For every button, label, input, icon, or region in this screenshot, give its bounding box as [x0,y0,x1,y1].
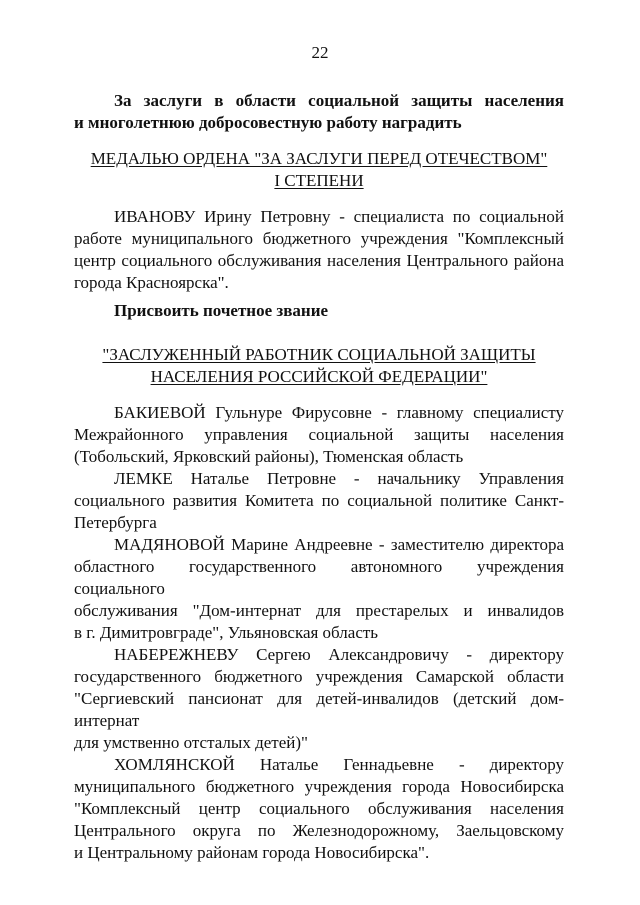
title-intro [74,300,564,322]
award-intro-line: и многолетнюю добросовестную работу наградить [74,113,462,132]
medal-title [74,148,564,192]
recipient-line: и Центральному районам города Новосибирска". [74,843,430,862]
medal-recipient [74,206,564,294]
honorary-title [74,344,564,388]
page-number: 22 [311,43,329,62]
medal-title-line: МЕДАЛЬЮ ОРДЕНА "ЗА ЗАСЛУГИ ПЕРЕД ОТЕЧЕСТВОМ" [90,149,548,168]
recipient-line: Межрайонного управления социальной защиты населения [74,425,564,444]
honorary-title-line: "ЗАСЛУЖЕННЫЙ РАБОТНИК СОЦИАЛЬНОЙ ЗАЩИТЫ [102,345,536,364]
recipient-entry [74,468,564,534]
medal-recipient-line: работе муниципального бюджетного учреждения "Комплексный [74,229,564,248]
recipient-line: МАДЯНОВОЙ Марине Андреевне - заместителю директора [114,535,564,554]
medal-title-line: I СТЕПЕНИ [274,171,364,190]
recipient-entry [74,754,564,864]
recipient-line: "Комплексный центр социального обслуживания населения [74,799,564,818]
recipient-line: НАБЕРЕЖНЕВУ Сергею Александровичу - директору [114,645,564,664]
recipient-line: (Тобольский, Ярковский районы), Тюменская область [74,447,464,466]
recipient-entry [74,644,564,754]
recipient-entry [74,534,564,644]
recipients-list [74,402,564,864]
recipient-line: социального развития Комитета по социальной политике Санкт- [74,491,564,510]
award-intro [74,90,564,134]
recipient-line: государственного бюджетного учреждения Самарской области [74,667,564,686]
recipient-entry [74,402,564,468]
recipient-line: в г. Димитровграде", Ульяновская область [74,623,379,642]
award-intro-line: За заслуги в области социальной защиты населения [114,91,564,110]
medal-recipient-line: города Красноярска". [74,273,229,292]
recipient-line: Петербурга [74,513,157,532]
title-intro-text: Присвоить почетное звание [114,301,329,320]
recipient-line: муниципального бюджетного учреждения города Новосибирска [74,777,564,796]
recipient-line: БАКИЕВОЙ Гульнуре Фирусовне - главному специалисту [114,403,564,422]
recipient-line: Центрального округа по Железнодорожному, Заельцовскому [74,821,564,840]
recipient-line: ЛЕМКЕ Наталье Петровне - начальнику Управления [114,469,564,488]
recipient-line: ХОМЛЯНСКОЙ Наталье Геннадьевне - директору [114,755,564,774]
recipient-line: областного государственного автономного учреждения социального [74,557,564,598]
honorary-title-line: НАСЕЛЕНИЯ РОССИЙСКОЙ ФЕДЕРАЦИИ" [150,367,488,386]
recipient-line: "Сергиевский пансионат для детей-инвалидов (детский дом-интернат [74,689,564,730]
medal-recipient-line: ИВАНОВУ Ирину Петровну - специалиста по социальной [114,207,564,226]
recipient-line: обслуживания "Дом-интернат для престарелых и инвалидов [74,601,564,620]
recipient-line: для умственно отсталых детей)" [74,733,308,752]
medal-recipient-line: центр социального обслуживания населения Центрального района [74,251,564,270]
